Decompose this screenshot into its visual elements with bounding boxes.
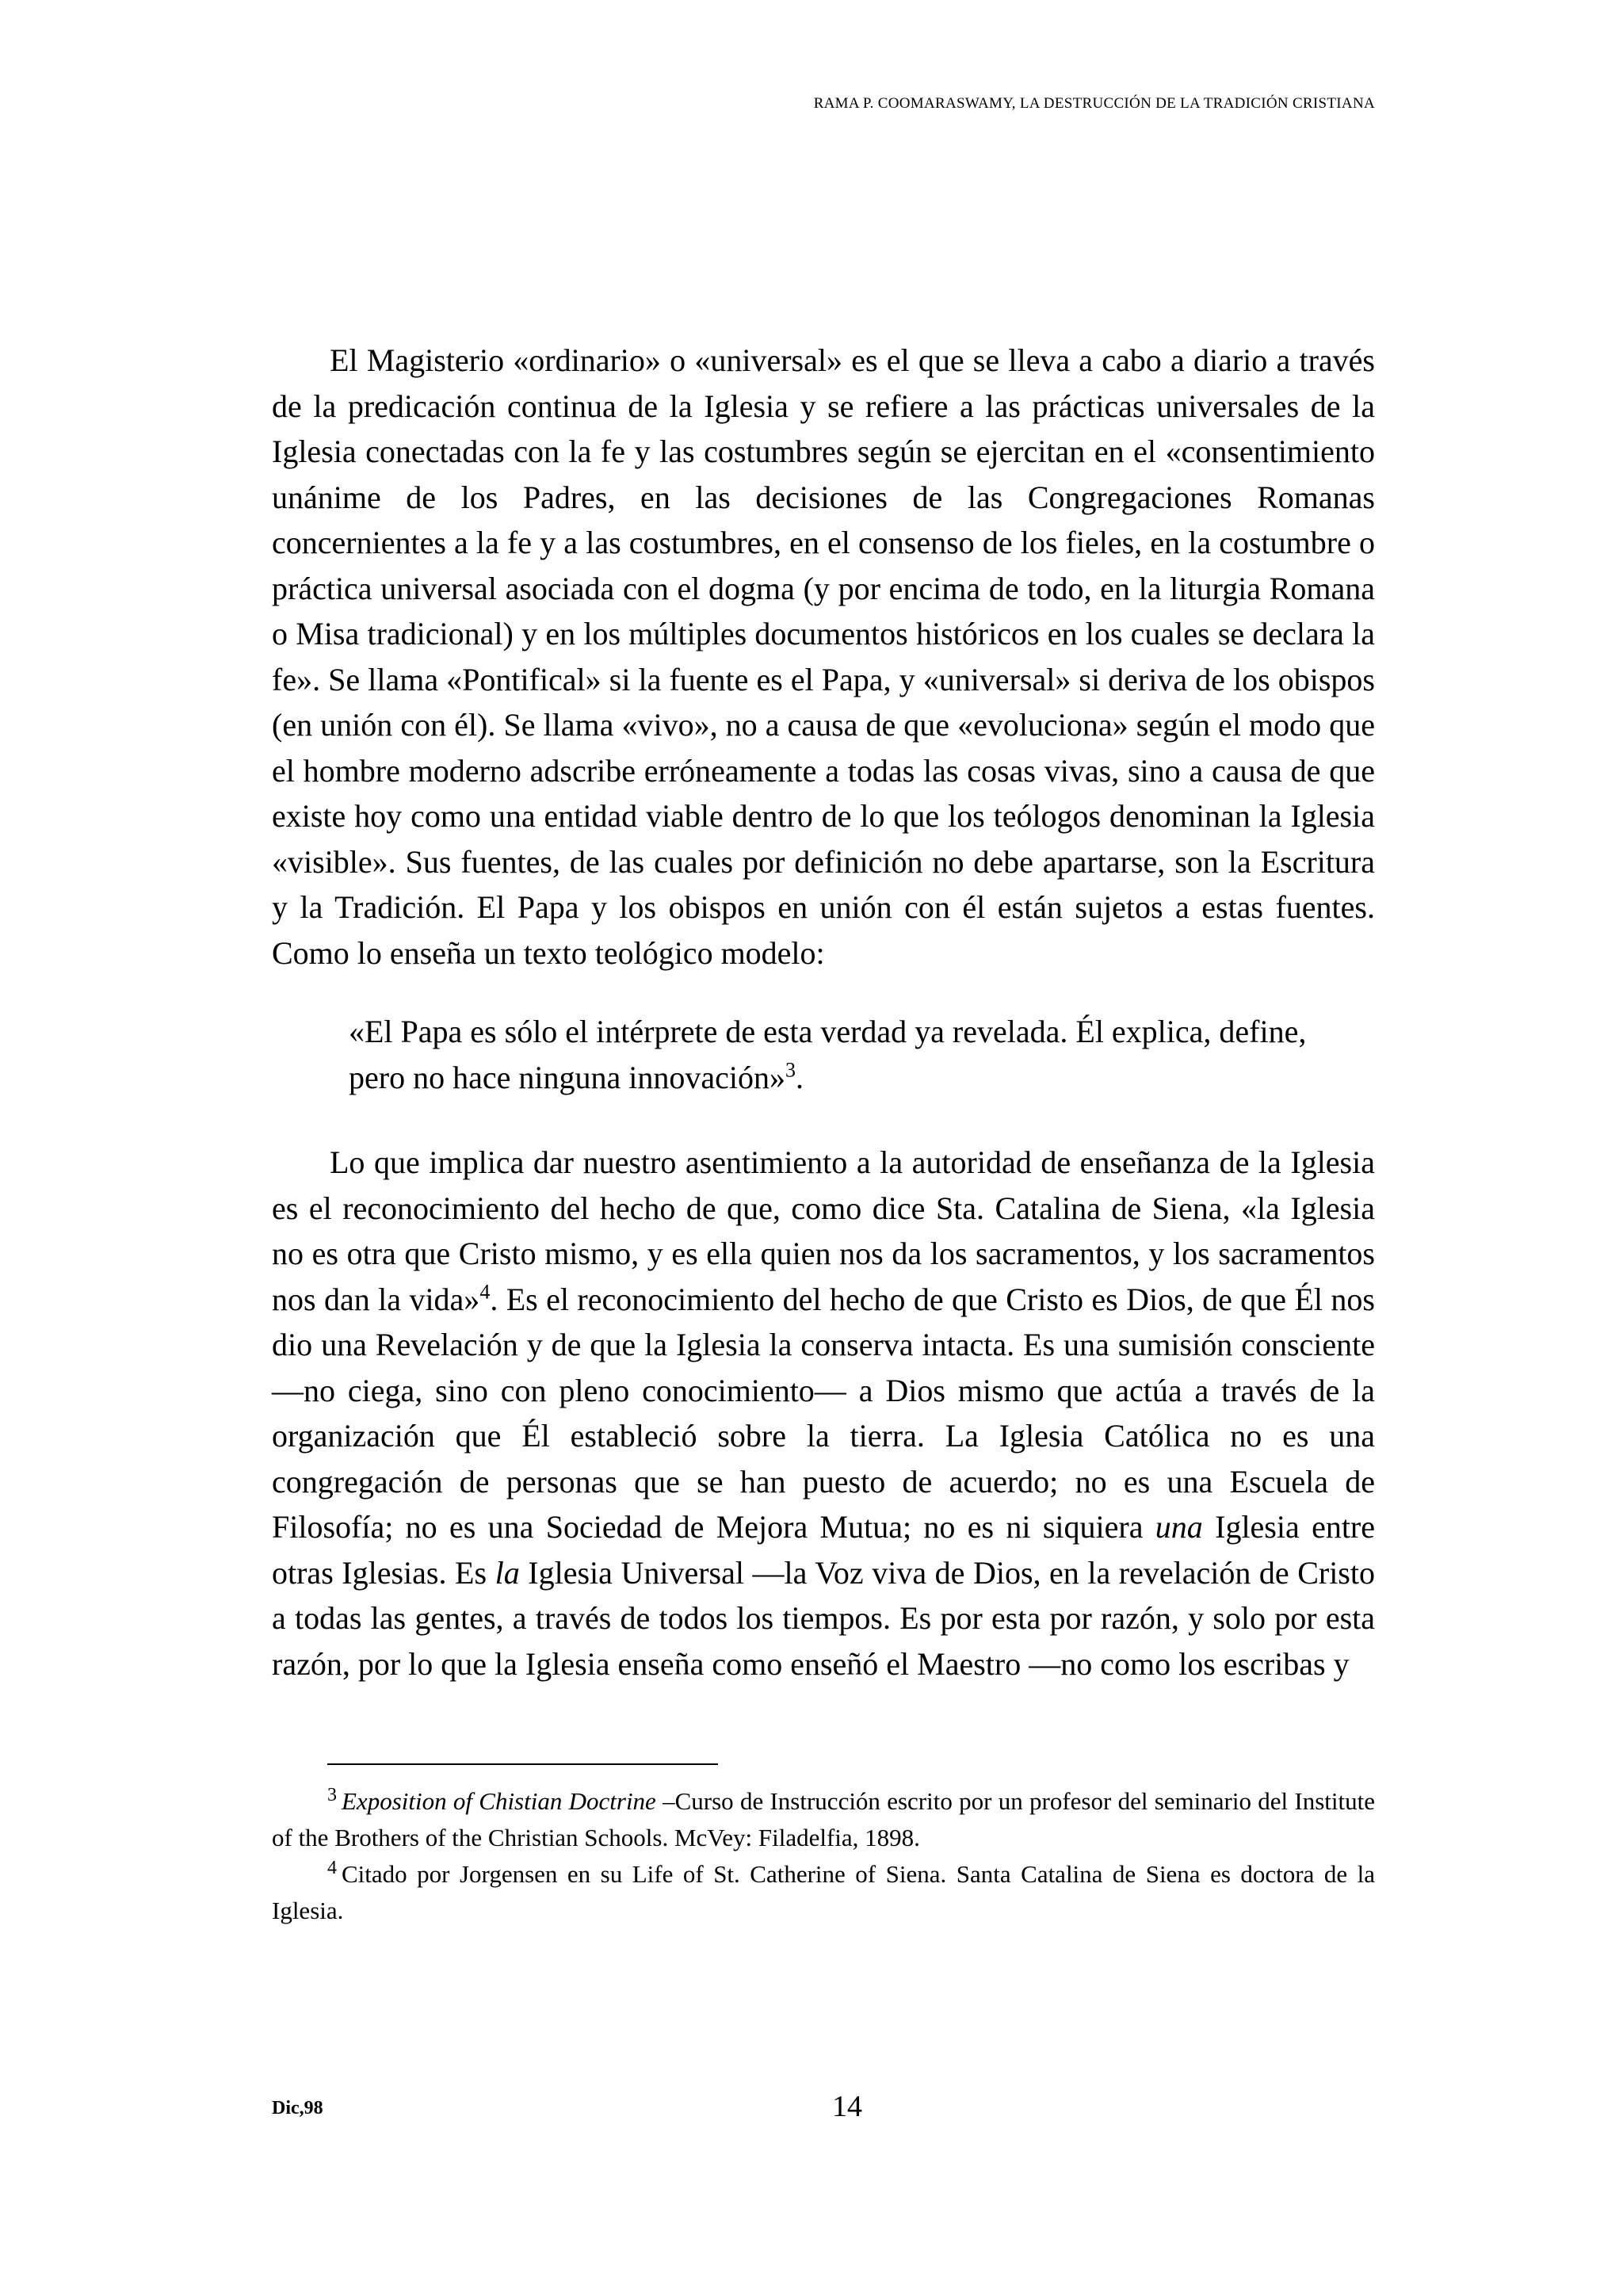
footnote-4 [272,1856,1375,1929]
p2-italic-una: una [1155,1509,1203,1545]
footnote-ref-3[interactable]: 3 [785,1058,796,1082]
footnote-number: 3 [327,1784,337,1805]
p2-part-b: . Es el reconocimiento del hecho de que Cristo es Dios, de que Él nos dio una Revelación y de que la Iglesia la conserva intacta. Es una sumisión consciente —no ciega, sino con pleno conocimiento— a Dios mismo que actúa a través de la organización que Él estableció sobre la tierra. La Iglesia Católica no es una congregación de personas que se han puesto de acuerdo; no es una Escuela de Filosofía; no es una Sociedad de Mejora Mutua; no es ni siquiera [272,1281,1375,1545]
p2-italic-la: la [495,1554,520,1591]
block-quote [349,1009,1351,1100]
p2-part-c: Iglesia entre otras Iglesias. Es [272,1509,1376,1591]
main-body [272,338,1375,1687]
footnote-text: Citado por Jorgensen en su Life of St. Catherine of Siena. Santa Catalina de Siena es doctora de la Iglesia. [272,1860,1375,1924]
footnote-title: Exposition of Chistian Doctrine [342,1787,656,1815]
footnote-text: –Curso de Instrucción escrito por un profesor del seminario del Institute of the Brothers of the Christian Schools. McVey: Filadelfia, 1898. [272,1787,1375,1851]
running-header: RAMA P. COOMARASWAMY, LA DESTRUCCIÓN DE LA TRADICIÓN CRISTIANA [813,95,1375,112]
p2-part-d: Iglesia Universal —la Voz viva de Dios, en la revelación de Cristo a todas las gentes, a través de todos los tiempos. Es por esta por razón, y solo por esta razón, por lo que la Iglesia enseña como enseñó el Maestro —no como los escribas y [272,1554,1375,1682]
footnote-number: 4 [327,1857,337,1878]
quote-text: «El Papa es sólo el intérprete de esta verdad ya revelada. Él explica, define, pero no hace ninguna innovación» [349,1014,1307,1095]
footnotes [272,1783,1375,1929]
p2-part-a: Lo que implica dar nuestro asentimiento a la autoridad de enseñanza de la Iglesia es el reconocimiento del hecho de que, como dice Sta. Catalina de Siena, «la Iglesia no es otra que Cristo mismo, y es ella quien nos da los sacramentos, y los sacramentos nos dan la vida» [272,1144,1375,1317]
footnote-ref-4[interactable]: 4 [479,1280,491,1304]
page-number: 14 [832,2090,862,2123]
quote-end: . [795,1059,804,1095]
paragraph-magisterio: El Magisterio «ordinario» o «universal» es el que se lleva a cabo a diario a través de la predicación continua de la Iglesia y se refiere a las prácticas universales de la Iglesia conectadas con la fe y las costumbres según se ejercitan en el «consentimiento unánime de los Padres, en las decisiones de las Congregaciones Romanas concernientes a la fe y a las costumbres, en el consenso de los fieles, en la costumbre o práctica universal asociada con el dogma (y por encima de todo, en la liturgia Romana o Misa tradicional) y en los múltiples documentos históricos en los cuales se declara la fe». Se llama «Pontifical» si la fuente es el Papa, y «universal» si deriva de los obispos (en unión con él). Se llama «vivo», no a causa de que «evoluciona» según el modo que el hombre moderno adscribe erróneamente a todas las cosas vivas, sino a causa de que existe hoy como una entidad viable dentro de lo que los teólogos denominan la Iglesia «visible». Sus fuentes, de las cuales por definición no debe apartarse, son la Escritura y la Tradición. El Papa y los obispos en unión con él están sujetos a estas fuentes. Como lo enseña un texto teológico modelo: [272,342,1375,971]
paragraph-asentimiento [272,1140,1375,1687]
footnote-divider [327,1763,718,1765]
footnote-3 [272,1783,1375,1856]
footer-date: Dic,98 [272,2098,323,2118]
